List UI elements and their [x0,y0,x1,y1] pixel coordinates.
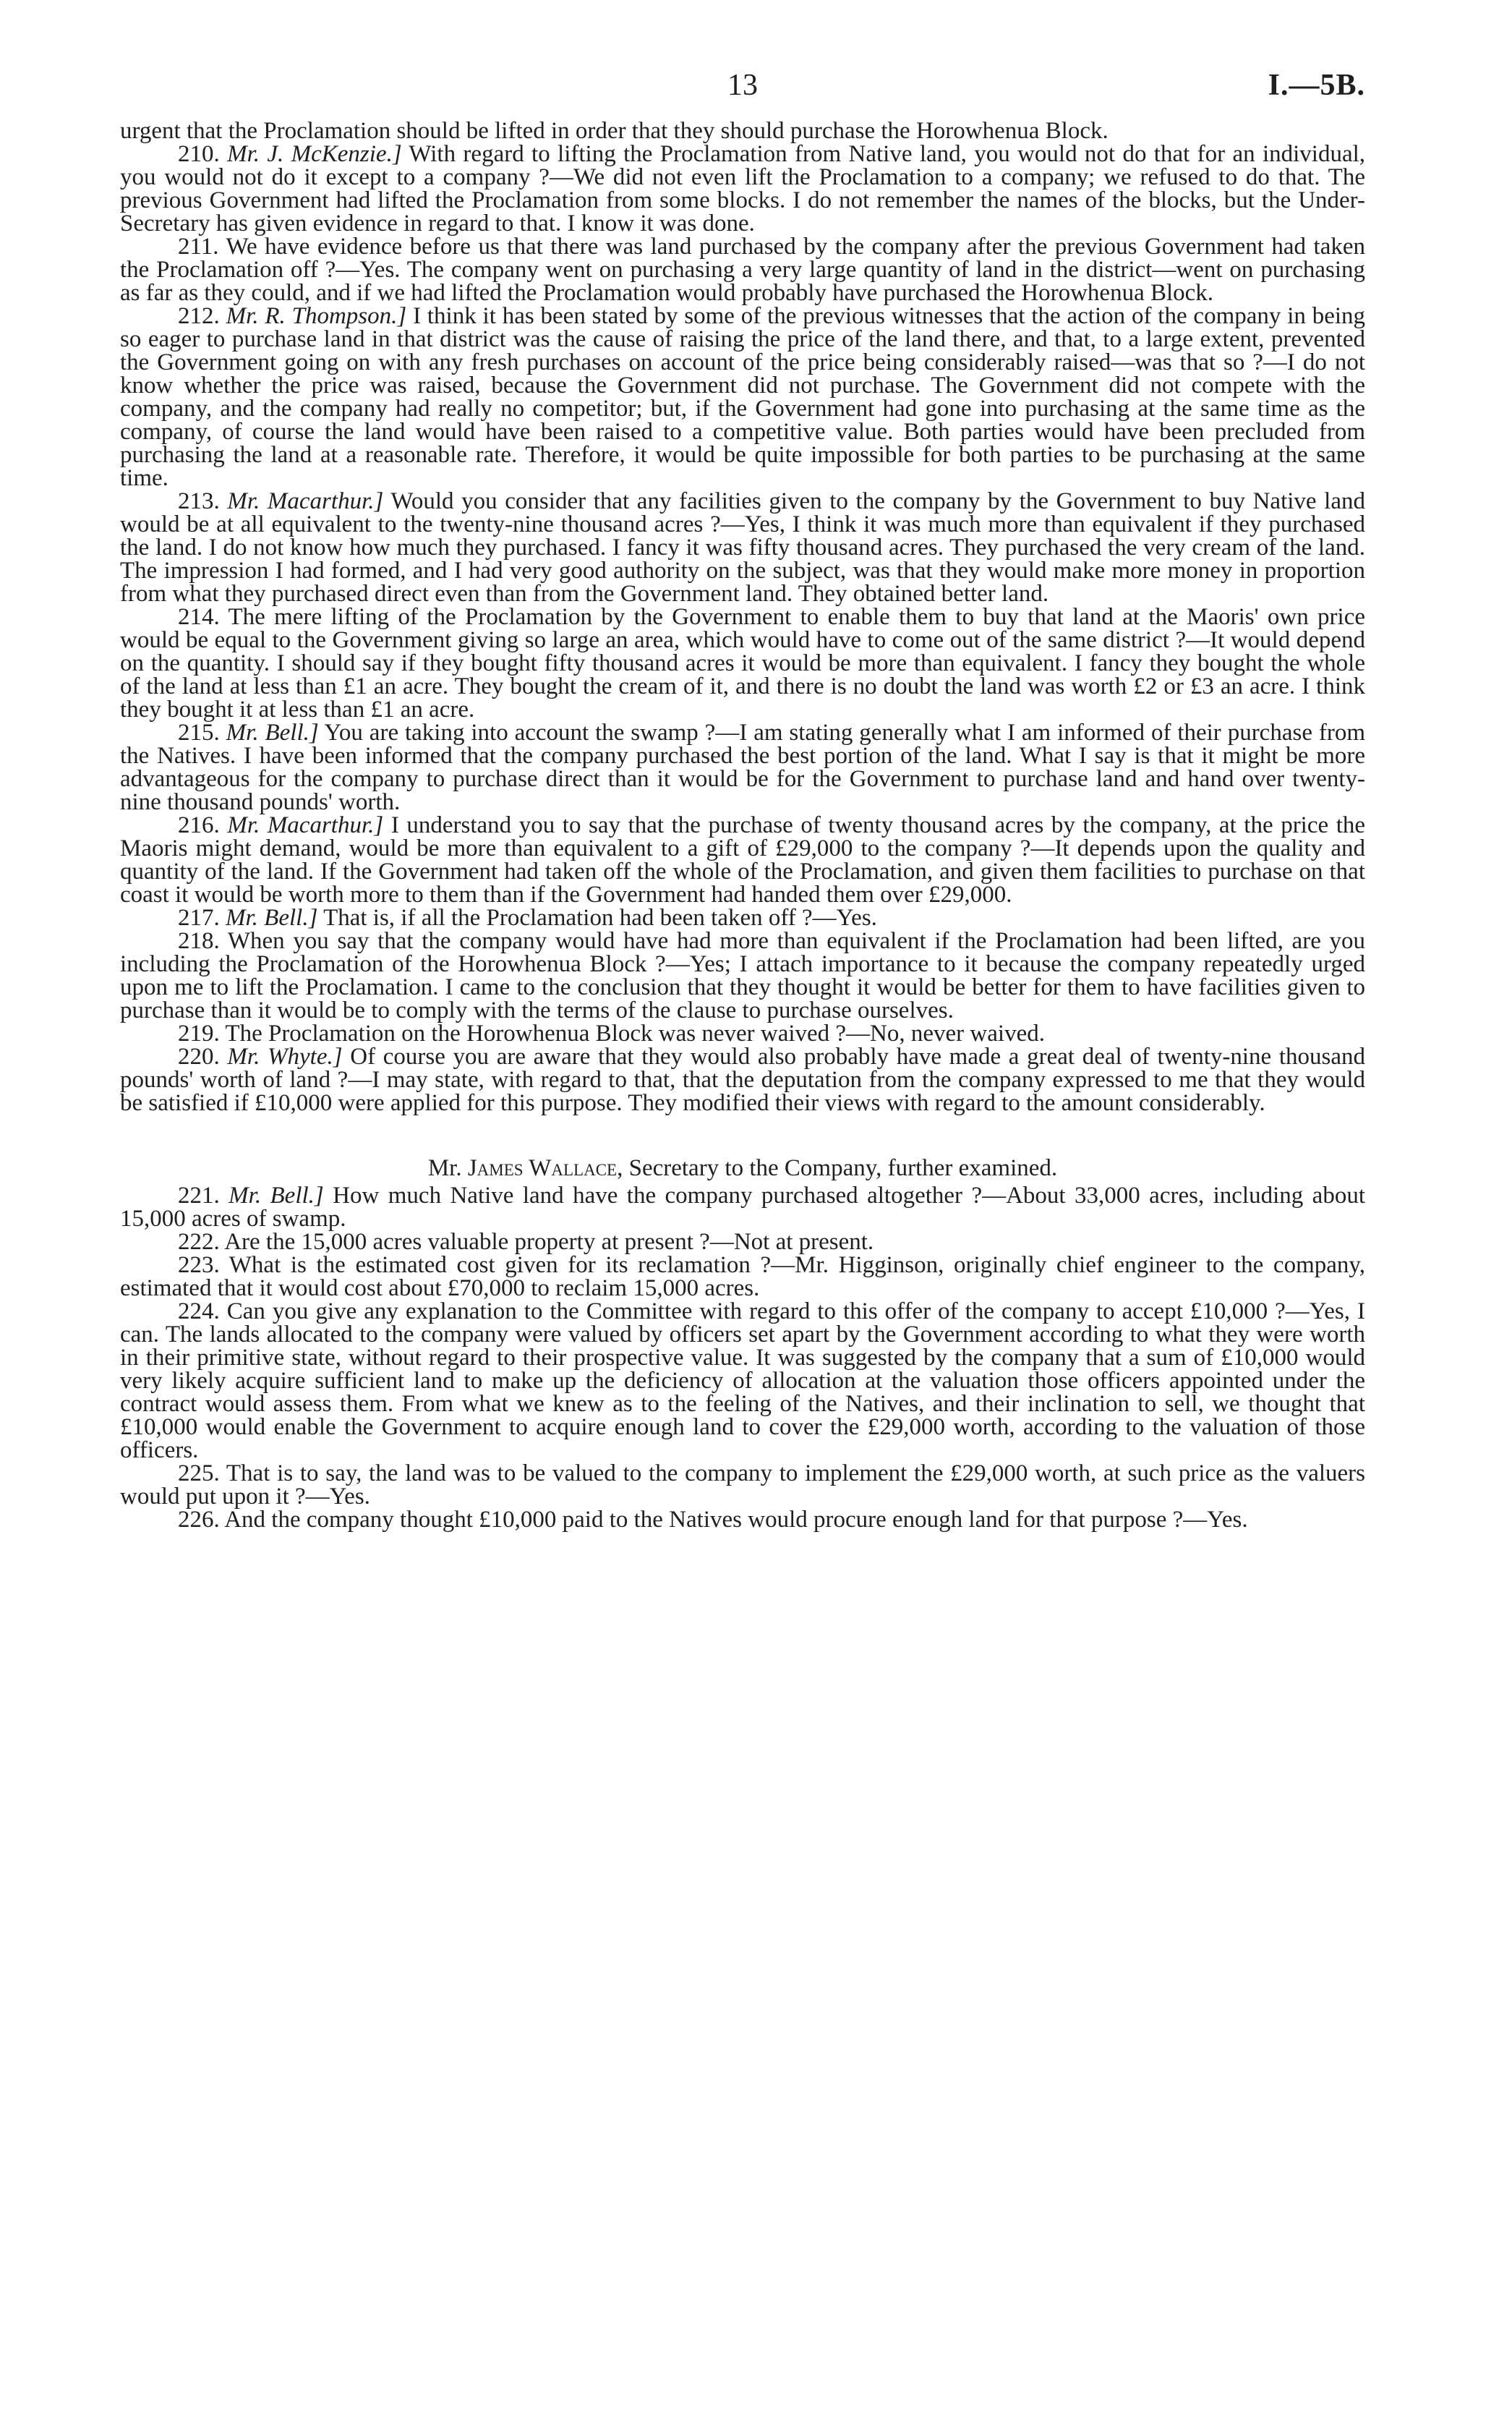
paragraph-text: Can you give any explanation to the Committee with regard to this offer of the company to accept £10,000 ?—Yes, I can. The lands allocated to the company were valued by officers set apart by the Government according to what they were worth in their primitive state, without regard to their prospective value. It was suggested by the company that a sum of £10,000 would very likely acquire sufficient land to make up the deficiency of allocation at the valuation those officers appointed under the contract would assess them. From what we knew as to the feeling of the Natives, and their inclination to sell, we thought that £10,000 would enable the Government to acquire enough land to cover the £29,000 worth, according to the valuation of those officers. [120,1298,1365,1463]
speaker-name: Mr. Bell.] [226,720,319,746]
question-number: 217. [178,905,220,931]
question-number: 213. [178,488,220,514]
question-paragraph [120,1045,1365,1115]
question-number: 210. [178,141,220,167]
question-paragraph [120,1022,1365,1045]
paragraph-text: I think it has been stated by some of the previous witnesses that the action of the company in being so eager to purchase land in that district was the cause of raising the price of the land there, and that, to a large extent, prevented the Government going on with any fresh purchases on account of the price being considerably raised—was that so ?—I do not know whether the price was raised, because the Government did not purchase. The Government did not compete with the company, and the company had really no competitor; but, if the Government had gone into purchasing at the same time as the company, of course the land would have been raised to a competitive value. Both parties would have been precluded from purchasing the land at a reasonable rate. Therefore, it would be quite impossible for both parties to be purchasing at the same time. [120,303,1366,491]
paragraph-text: I understand you to say that the purchase of twenty thousand acres by the company, at the price the Maoris might demand, would be more than equivalent to a gift of £29,000 to the company ?—It depends upon the quality and quantity of the land. If the Government had taken off the whole of the Proclamation, and given them facilities to purchase on that coast it would be worth more to them than if the Government had handed them over £29,000. [120,812,1366,908]
paragraph-text: The Proclamation on the Horowhenua Block was never waived ?—No, never waived. [225,1021,1045,1047]
question-paragraph [120,906,1365,929]
witness-heading [120,1157,1365,1180]
paragraph-text: urgent that the Proclamation should be lifted in order that they should purchase the Horowhenua Block. [120,118,1109,144]
question-number: 226. [178,1507,220,1533]
question-paragraph [120,814,1365,906]
question-paragraph [120,1253,1365,1300]
question-paragraph [120,305,1365,490]
speaker-name: Mr. Macarthur.] [227,488,384,514]
paragraph-text: Would you consider that any facilities given to the company by the Government to buy Native land would be at all equivalent to the twenty-nine thousand acres ?—Yes, I think it was much more than equivalent if they purchased the land. I do not know how much they purchased. I fancy it was fifty thousand acres. They purchased the very cream of the land. The impression I had formed, and I had very good authority on the subject, was that they would make more money in proportion from what they purchased direct even than from the Government land. They obtained better land. [120,488,1365,607]
document-reference: I.—5B. [1268,69,1365,102]
document-page [120,69,1365,1531]
question-paragraph [120,721,1365,814]
paragraph-text: When you say that the company would have had more than equivalent if the Proclamation had been lifted, are you including the Proclamation of the Horowhenua Block ?—Yes; I attach importance to it because the company repeatedly urged upon me to lift the Proclamation. I came to the conclusion that they thought it would be better for them to have facilities given to purchase than it would be to comply with the terms of the clause to purchase ourselves. [120,928,1365,1023]
question-paragraph [120,1184,1365,1230]
question-paragraph [120,605,1365,721]
question-number: 225. [178,1460,220,1486]
question-paragraph [120,1462,1365,1508]
question-paragraph [120,235,1365,305]
paragraph-text: Of course you are aware that they would also probably have made a great deal of twenty-nine thousand pounds' worth of land ?—I may state, with regard to that, that the deputation from the company expressed to me that they would be satisfied if £10,000 were applied for this purpose. They modified their views with regard to the amount considerably. [120,1044,1365,1116]
question-number: 212. [178,303,220,329]
question-number: 219. [178,1021,220,1047]
paragraph-text: And the company thought £10,000 paid to the Natives would procure enough land for that purpose ?—Yes. [224,1507,1248,1533]
continued-paragraph [120,119,1365,142]
question-paragraph [120,1508,1365,1531]
question-number: 220. [178,1044,220,1070]
page-number: 13 [727,69,758,102]
paragraph-text: That is to say, the land was to be valued to the company to implement the £29,000 worth, at such price as the valuers would put upon it ?—Yes. [120,1460,1366,1510]
paragraph-text: We have evidence before us that there was land purchased by the company after the previous Government had taken the Proclamation off ?—Yes. The company went on purchasing a very large quantity of land in the district—went on purchasing as far as they could, and if we had lifted the Proclamation would probably have purchased the Horowhenua Block. [120,234,1366,306]
witness-name: James Wallace [467,1155,618,1181]
question-paragraph [120,1300,1365,1462]
question-number: 216. [178,812,220,838]
question-number: 223. [178,1252,220,1278]
speaker-name: Mr. J. McKenzie.] [227,141,402,167]
paragraph-text: You are taking into account the swamp ?—I am stating generally what I am informed of their purchase from the Natives. I have been informed that the company purchased the best portion of the land. What I say is that it might be more advantageous for the company to purchase direct than it would be for the Government to purchase land and hand over twenty-nine thousand pounds' worth. [120,720,1366,815]
speaker-name: Mr. R. Thompson.] [226,303,407,329]
question-paragraph [120,929,1365,1022]
speaker-name: Mr. Macarthur.] [227,812,384,838]
paragraph-text: How much Native land have the company purchased altogether ?—About 33,000 acres, including about 15,000 acres of swamp. [120,1183,1365,1232]
paragraph-text: The mere lifting of the Proclamation by the Government to enable them to buy that land at the Maoris' own price would be equal to the Government giving so large an area, which would have to come out of the same district ?—It would depend on the quantity. I should say if they bought fifty thousand acres it would be more than equivalent. I fancy they bought the whole of the land at less than £1 an acre. They bought the cream of it, and there is no doubt the land was worth £2 or £3 an acre. I think they bought it at less than £1 an acre. [120,604,1366,723]
paragraph-text: What is the estimated cost given for its reclamation ?—Mr. Higginson, originally chief engineer to the company, estimated that it would cost about £70,000 to reclaim 15,000 acres. [120,1252,1365,1301]
question-paragraph [120,142,1365,235]
speaker-name: Mr. Bell.] [226,905,318,931]
paragraph-text: Are the 15,000 acres valuable property at present ?—Not at present. [224,1229,874,1255]
question-number: 224. [178,1298,220,1324]
witness-heading-suffix: , Secretary to the Company, further examined. [617,1155,1058,1181]
speaker-name: Mr. Bell.] [228,1183,324,1209]
question-number: 221. [178,1183,220,1209]
paragraph-text: With regard to lifting the Proclamation from Native land, you would not do that for an individual, you would not do it except to a company ?—We did not even lift the Proclamation to a company; we refused to do that. The previous Government had lifted the Proclamation from some blocks. I do not remember the names of the blocks, but the Under-Secretary has given evidence in regard to that. I know it was done. [120,141,1366,237]
question-number: 211. [178,234,219,260]
question-number: 214. [178,604,220,630]
question-number: 218. [178,928,220,954]
question-number: 222. [178,1229,220,1255]
paragraph-text: That is, if all the Proclamation had been taken off ?—Yes. [323,905,877,931]
question-number: 215. [178,720,220,746]
evidence-section-1 [120,119,1365,1115]
witness-heading-prefix: Mr. [427,1155,468,1181]
speaker-name: Mr. Whyte.] [227,1044,343,1070]
page-header [120,69,1365,119]
question-paragraph [120,490,1365,605]
question-paragraph [120,1230,1365,1253]
evidence-section-2 [120,1184,1365,1531]
